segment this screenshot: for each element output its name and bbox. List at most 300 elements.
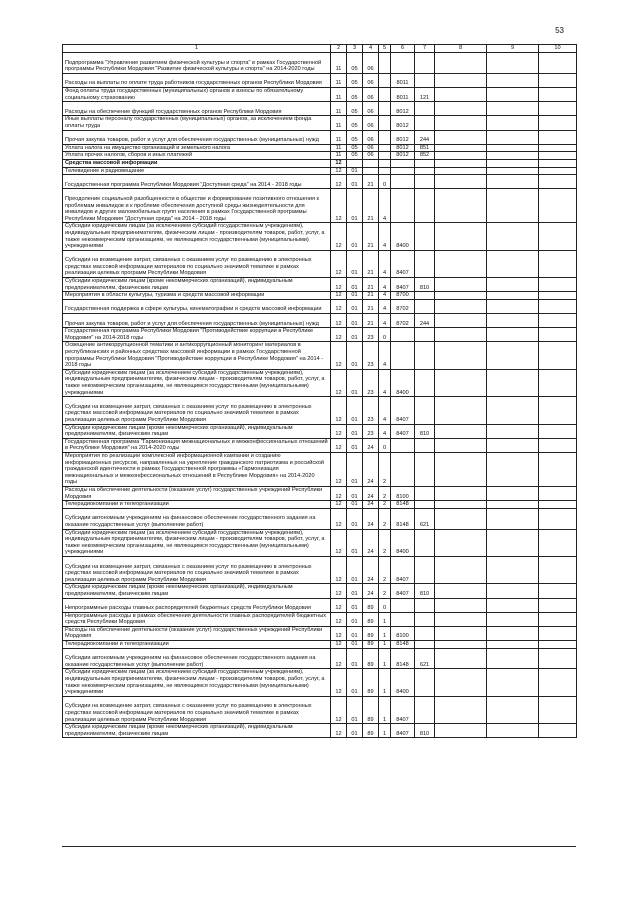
table-row: [63, 189, 577, 223]
cell-c3: 01: [347, 486, 363, 500]
cell-c10: [539, 696, 577, 723]
cell-c7: [415, 626, 435, 640]
cell-c6: 8400: [391, 369, 415, 396]
cell-c4: 21: [363, 314, 379, 328]
cell-c6: 8400: [391, 669, 415, 696]
cell-c3: 05: [347, 144, 363, 152]
page-number: 53: [555, 26, 564, 35]
table-row: [63, 641, 577, 649]
cell-c6: 8702: [391, 299, 415, 313]
cell-c4: 06: [363, 73, 379, 87]
cell-c8: [435, 116, 487, 130]
cell-c2: 12: [331, 508, 347, 529]
row-name: Телерадиокомпании и телеорганизации: [63, 501, 331, 509]
cell-c10: [539, 501, 577, 509]
cell-c3: 01: [347, 314, 363, 328]
cell-c4: 89: [363, 626, 379, 640]
cell-c5: 4: [379, 189, 391, 223]
table-row: [63, 292, 577, 300]
cell-c10: [539, 152, 577, 160]
row-name: Субсидии юридическим лицам (за исключением субсидий государственным учреждениям), индивидуальным предпринимателям, физическим лицам - производителям товаров, работ, услуг, а также некоммерческим организациям, не являющимся государственными (муниципальными) учреждениями: [63, 369, 331, 396]
cell-c6: 8148: [391, 508, 415, 529]
cell-c2: 12: [331, 299, 347, 313]
row-name: Расходы на обеспечение функций государственных органов Республики Мордовия: [63, 102, 331, 116]
cell-c3: 01: [347, 299, 363, 313]
cell-c2: 12: [331, 584, 347, 598]
cell-c5: 2: [379, 452, 391, 486]
cell-c6: 8011: [391, 87, 415, 101]
cell-c9: [487, 626, 539, 640]
cell-c9: [487, 342, 539, 369]
cell-c5: [379, 159, 391, 167]
cell-c10: [539, 342, 577, 369]
cell-c10: [539, 73, 577, 87]
row-name: Прочая закупка товаров, работ и услуг для обеспечения государственных (муниципальных) нужд: [63, 130, 331, 144]
cell-c9: [487, 87, 539, 101]
cell-c4: [363, 167, 379, 175]
cell-c8: [435, 501, 487, 509]
cell-c9: [487, 314, 539, 328]
cell-c10: [539, 648, 577, 669]
cell-c10: [539, 116, 577, 130]
cell-c6: 8407: [391, 424, 415, 438]
row-name: Подпрограмма "Управление развитием физической культуры и спорта" в рамках Государственной программы Республики Мордовия "Развитие физической культуры и спорта" на 2014-2020 годы: [63, 53, 331, 74]
cell-c6: 8012: [391, 116, 415, 130]
row-name: Преодоление социальной разобщенности в обществе и формирование позитивного отношения к проблемам инвалидов и к проблеме обеспечения доступной среды жизнедеятельности для инвалидов и других маломобильных групп населения в рамках Государственной программы Республики Мордовия "Доступная среда" на 2014 - 2018 годы: [63, 189, 331, 223]
cell-c2: 12: [331, 669, 347, 696]
cell-c10: [539, 612, 577, 626]
cell-c2: 12: [331, 342, 347, 369]
cell-c9: [487, 159, 539, 167]
cell-c5: 1: [379, 641, 391, 649]
cell-c3: [347, 159, 363, 167]
cell-c7: 810: [415, 424, 435, 438]
cell-c3: 01: [347, 501, 363, 509]
cell-c7: 810: [415, 278, 435, 292]
cell-c8: [435, 53, 487, 74]
cell-c10: [539, 584, 577, 598]
cell-c9: [487, 669, 539, 696]
cell-c9: [487, 223, 539, 250]
table-row: [63, 159, 577, 167]
row-name: Субсидии юридическим лицам (кроме некоммерческих организаций), индивидуальным предпринимателям, физическим лицам: [63, 724, 331, 738]
table-row: [63, 556, 577, 583]
cell-c7: 851: [415, 144, 435, 152]
cell-c2: 12: [331, 292, 347, 300]
cell-c6: 8100: [391, 626, 415, 640]
table-row: [63, 626, 577, 640]
cell-c7: [415, 189, 435, 223]
cell-c3: 01: [347, 438, 363, 452]
cell-c7: [415, 369, 435, 396]
cell-c9: [487, 486, 539, 500]
row-name: Субсидии на возмещение затрат, связанных с оказанием услуг по размещению в электронных средствах массовой информации материалов по социально значимой тематике в рамках реализации целевых программ Республики Мордовия: [63, 397, 331, 424]
cell-c7: [415, 292, 435, 300]
cell-c4: 24: [363, 529, 379, 556]
cell-c8: [435, 189, 487, 223]
row-name: Иные выплаты персоналу государственных (муниципальных) органов, за исключением фонда оплаты труда: [63, 116, 331, 130]
cell-c8: [435, 669, 487, 696]
cell-c8: [435, 328, 487, 342]
cell-c6: 8407: [391, 584, 415, 598]
cell-c5: 4: [379, 369, 391, 396]
table-row: [63, 73, 577, 87]
cell-c10: [539, 369, 577, 396]
cell-c4: 24: [363, 438, 379, 452]
cell-c4: 06: [363, 144, 379, 152]
cell-c8: [435, 556, 487, 583]
cell-c8: [435, 696, 487, 723]
cell-c10: [539, 144, 577, 152]
column-header: 8: [435, 45, 487, 53]
cell-c8: [435, 369, 487, 396]
cell-c3: 01: [347, 452, 363, 486]
cell-c4: 06: [363, 116, 379, 130]
cell-c2: 12: [331, 278, 347, 292]
cell-c10: [539, 299, 577, 313]
cell-c5: [379, 130, 391, 144]
cell-c4: 23: [363, 328, 379, 342]
cell-c9: [487, 250, 539, 277]
column-header: 6: [391, 45, 415, 53]
cell-c5: 4: [379, 278, 391, 292]
cell-c4: 89: [363, 724, 379, 738]
cell-c9: [487, 152, 539, 160]
table-row: [63, 486, 577, 500]
cell-c5: 4: [379, 397, 391, 424]
table-row: [63, 598, 577, 612]
table-row: [63, 669, 577, 696]
cell-c7: [415, 556, 435, 583]
column-header: 2: [331, 45, 347, 53]
cell-c8: [435, 130, 487, 144]
cell-c3: 01: [347, 584, 363, 598]
cell-c3: 05: [347, 87, 363, 101]
cell-c9: [487, 598, 539, 612]
cell-c6: 8012: [391, 152, 415, 160]
cell-c9: [487, 641, 539, 649]
cell-c3: 01: [347, 292, 363, 300]
cell-c7: [415, 175, 435, 189]
cell-c6: [391, 438, 415, 452]
cell-c6: 8407: [391, 556, 415, 583]
cell-c3: 01: [347, 612, 363, 626]
cell-c2: 12: [331, 314, 347, 328]
cell-c8: [435, 144, 487, 152]
cell-c6: 8148: [391, 648, 415, 669]
cell-c5: 1: [379, 612, 391, 626]
cell-c4: 23: [363, 342, 379, 369]
table-row: [63, 508, 577, 529]
cell-c7: 852: [415, 152, 435, 160]
cell-c3: 05: [347, 73, 363, 87]
cell-c7: 810: [415, 584, 435, 598]
column-header: 1: [63, 45, 331, 53]
cell-c7: [415, 529, 435, 556]
cell-c3: 01: [347, 626, 363, 640]
column-header: 5: [379, 45, 391, 53]
table-row: [63, 87, 577, 101]
row-name: Субсидии юридическим лицам (кроме некоммерческих организаций), индивидуальным предпринимателям, физическим лицам: [63, 278, 331, 292]
column-header: 3: [347, 45, 363, 53]
cell-c9: [487, 102, 539, 116]
cell-c9: [487, 73, 539, 87]
cell-c6: [391, 175, 415, 189]
cell-c5: 2: [379, 529, 391, 556]
cell-c6: 8407: [391, 397, 415, 424]
cell-c7: 621: [415, 508, 435, 529]
table-row: [63, 130, 577, 144]
row-name: Государственная программа Республики Мордовия "Противодействие коррупции в Республике Мордовия" на 2014-2018 годы: [63, 328, 331, 342]
cell-c4: 24: [363, 508, 379, 529]
table-row: [63, 724, 577, 738]
row-name: Непрограммные расходы в рамках обеспечения деятельности главных распорядителей бюджетных средств Республики Мордовия: [63, 612, 331, 626]
cell-c5: 4: [379, 250, 391, 277]
cell-c8: [435, 342, 487, 369]
cell-c5: 4: [379, 223, 391, 250]
cell-c9: [487, 438, 539, 452]
cell-c4: 89: [363, 598, 379, 612]
cell-c3: 01: [347, 529, 363, 556]
cell-c4: 24: [363, 452, 379, 486]
cell-c4: 21: [363, 292, 379, 300]
row-name: Субсидии юридическим лицам (за исключением субсидий государственным учреждениям), индивидуальным предпринимателям, физическим лицам - производителям товаров, работ, услуг, а также некоммерческим организациям, не являющимся государственными (муниципальными) учреждениями: [63, 669, 331, 696]
cell-c8: [435, 724, 487, 738]
cell-c8: [435, 250, 487, 277]
cell-c10: [539, 486, 577, 500]
cell-c2: 11: [331, 87, 347, 101]
cell-c10: [539, 87, 577, 101]
cell-c3: 05: [347, 116, 363, 130]
header-row: [63, 45, 577, 53]
cell-c7: [415, 116, 435, 130]
cell-c10: [539, 328, 577, 342]
cell-c2: 12: [331, 696, 347, 723]
cell-c2: 11: [331, 130, 347, 144]
cell-c4: 21: [363, 299, 379, 313]
cell-c4: [363, 159, 379, 167]
cell-c6: 8407: [391, 250, 415, 277]
row-name: Непрограммные расходы главных распорядителей бюджетных средств Республики Мордовия: [63, 598, 331, 612]
cell-c6: 8400: [391, 223, 415, 250]
cell-c6: [391, 342, 415, 369]
cell-c2: 12: [331, 648, 347, 669]
column-header: 7: [415, 45, 435, 53]
cell-c3: 01: [347, 397, 363, 424]
cell-c9: [487, 529, 539, 556]
table-row: [63, 223, 577, 250]
cell-c10: [539, 529, 577, 556]
cell-c7: [415, 223, 435, 250]
cell-c7: [415, 73, 435, 87]
cell-c9: [487, 278, 539, 292]
cell-c5: 0: [379, 598, 391, 612]
cell-c6: 8700: [391, 292, 415, 300]
cell-c4: 89: [363, 641, 379, 649]
cell-c6: 8400: [391, 529, 415, 556]
cell-c2: 12: [331, 612, 347, 626]
cell-c10: [539, 424, 577, 438]
table-row: [63, 397, 577, 424]
cell-c7: [415, 159, 435, 167]
cell-c9: [487, 53, 539, 74]
cell-c3: 01: [347, 189, 363, 223]
cell-c3: 01: [347, 278, 363, 292]
cell-c10: [539, 167, 577, 175]
table-row: [63, 116, 577, 130]
cell-c2: 12: [331, 626, 347, 640]
table-row: [63, 438, 577, 452]
cell-c9: [487, 556, 539, 583]
cell-c9: [487, 130, 539, 144]
budget-table: [62, 44, 577, 738]
cell-c4: 21: [363, 223, 379, 250]
cell-c8: [435, 87, 487, 101]
cell-c5: 0: [379, 175, 391, 189]
cell-c4: 21: [363, 189, 379, 223]
cell-c6: 8148: [391, 501, 415, 509]
cell-c6: [391, 598, 415, 612]
cell-c7: [415, 397, 435, 424]
cell-c8: [435, 73, 487, 87]
row-name: Расходы на выплаты по оплате труда работников государственных органов Республики Мордовия: [63, 73, 331, 87]
cell-c8: [435, 167, 487, 175]
cell-c10: [539, 250, 577, 277]
cell-c4: 89: [363, 612, 379, 626]
cell-c3: 01: [347, 369, 363, 396]
cell-c8: [435, 397, 487, 424]
cell-c9: [487, 144, 539, 152]
cell-c3: 01: [347, 598, 363, 612]
cell-c2: 12: [331, 452, 347, 486]
cell-c7: 121: [415, 87, 435, 101]
cell-c3: 01: [347, 223, 363, 250]
cell-c5: 4: [379, 342, 391, 369]
cell-c8: [435, 424, 487, 438]
cell-c10: [539, 626, 577, 640]
cell-c7: 621: [415, 648, 435, 669]
cell-c2: 12: [331, 159, 347, 167]
cell-c5: 4: [379, 424, 391, 438]
cell-c8: [435, 584, 487, 598]
cell-c6: [391, 53, 415, 74]
cell-c2: 12: [331, 529, 347, 556]
cell-c6: [391, 167, 415, 175]
cell-c4: 89: [363, 696, 379, 723]
cell-c2: 12: [331, 501, 347, 509]
cell-c8: [435, 278, 487, 292]
cell-c10: [539, 397, 577, 424]
cell-c7: [415, 501, 435, 509]
cell-c8: [435, 102, 487, 116]
bottom-rule: [62, 846, 576, 847]
cell-c3: 01: [347, 724, 363, 738]
cell-c2: 12: [331, 397, 347, 424]
cell-c3: 01: [347, 556, 363, 583]
cell-c9: [487, 612, 539, 626]
cell-c6: [391, 189, 415, 223]
cell-c7: [415, 598, 435, 612]
cell-c8: [435, 641, 487, 649]
cell-c2: 11: [331, 116, 347, 130]
cell-c5: 2: [379, 584, 391, 598]
table-row: [63, 342, 577, 369]
cell-c5: [379, 87, 391, 101]
cell-c9: [487, 648, 539, 669]
cell-c9: [487, 299, 539, 313]
cell-c10: [539, 189, 577, 223]
cell-c9: [487, 696, 539, 723]
table-row: [63, 424, 577, 438]
cell-c2: 12: [331, 175, 347, 189]
cell-c8: [435, 299, 487, 313]
cell-c10: [539, 130, 577, 144]
cell-c2: 12: [331, 250, 347, 277]
cell-c4: 06: [363, 87, 379, 101]
cell-c4: 89: [363, 669, 379, 696]
row-name: Субсидии автономным учреждениям на финансовое обеспечение государственного задания на оказание государственных услуг (выполнение работ): [63, 648, 331, 669]
cell-c3: 01: [347, 424, 363, 438]
column-header: 9: [487, 45, 539, 53]
row-name: Освещение антикоррупционной тематики и антикоррупционный мониторинг материалов в республиканских и районных средствах массовой информации в рамках Государственной программы Республики Мордовия "Противодействие коррупции в Республике Мордовия" на 2014 - 2018 годы: [63, 342, 331, 369]
budget-rows: [63, 53, 577, 738]
cell-c8: [435, 486, 487, 500]
cell-c2: 12: [331, 328, 347, 342]
cell-c7: [415, 167, 435, 175]
cell-c5: 4: [379, 314, 391, 328]
cell-c2: 12: [331, 167, 347, 175]
table-row: [63, 175, 577, 189]
cell-c5: 2: [379, 501, 391, 509]
cell-c9: [487, 452, 539, 486]
cell-c3: 05: [347, 102, 363, 116]
cell-c7: [415, 102, 435, 116]
cell-c8: [435, 175, 487, 189]
cell-c9: [487, 369, 539, 396]
cell-c10: [539, 159, 577, 167]
cell-c4: 21: [363, 250, 379, 277]
cell-c2: 12: [331, 369, 347, 396]
cell-c2: 11: [331, 152, 347, 160]
cell-c7: [415, 669, 435, 696]
table-row: [63, 452, 577, 486]
cell-c10: [539, 641, 577, 649]
cell-c10: [539, 598, 577, 612]
cell-c6: 8702: [391, 314, 415, 328]
cell-c8: [435, 223, 487, 250]
cell-c2: 12: [331, 724, 347, 738]
cell-c7: [415, 342, 435, 369]
cell-c4: 24: [363, 486, 379, 500]
cell-c10: [539, 508, 577, 529]
table-row: [63, 152, 577, 160]
cell-c8: [435, 314, 487, 328]
cell-c5: 2: [379, 508, 391, 529]
table-row: [63, 328, 577, 342]
row-name: Расходы на обеспечение деятельности (оказание услуг) государственных учреждений Республики Мордовия: [63, 626, 331, 640]
cell-c2: 11: [331, 53, 347, 74]
cell-c9: [487, 724, 539, 738]
cell-c8: [435, 529, 487, 556]
cell-c7: [415, 641, 435, 649]
budget-sheet: [62, 44, 576, 738]
cell-c2: 12: [331, 424, 347, 438]
row-name: Прочая закупка товаров, работ и услуг для обеспечения государственных (муниципальных) нужд: [63, 314, 331, 328]
cell-c7: [415, 696, 435, 723]
cell-c2: 12: [331, 438, 347, 452]
cell-c7: 244: [415, 314, 435, 328]
cell-c2: 11: [331, 73, 347, 87]
